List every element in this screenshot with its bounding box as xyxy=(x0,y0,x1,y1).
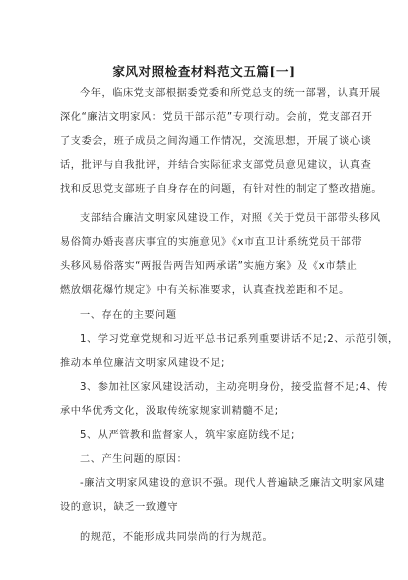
paragraph-line: 设的意识，缺乏一致遵守 xyxy=(60,502,179,513)
document-title: 家风对照检查材料范文五篇[一] xyxy=(112,64,296,79)
paragraph-line: 3、参加社区家风建设活动，主动亮明身份，接受监督不足;4、传 xyxy=(80,382,388,393)
section-heading: 一、存在的主要问题 xyxy=(80,310,177,321)
paragraph-line: 1、学习党章党规和习近平总书记系列重要讲话不足;2、示范引领， xyxy=(80,334,399,345)
paragraph-line: 支部结合廉洁文明家风建设工作，对照《关于党员干部带头移风 xyxy=(80,213,381,224)
paragraph-line: 话，批评与自我批评，并结合实际征求支部党员意见建议，认真查 xyxy=(60,160,372,171)
paragraph-line: 深化“廉洁文明家风：党员干部示范”专项行动。会前，党支部召开 xyxy=(60,112,373,123)
paragraph-line: 推动本单位廉洁文明家风建设不足; xyxy=(60,358,226,369)
section-heading: 二、产生问题的原因： xyxy=(80,454,188,465)
paragraph-line: 找和反思党支部班子自身存在的问题，有针对性的制定了整改措施。 xyxy=(60,184,383,195)
paragraph-line: 易俗简办婚丧喜庆事宜的实施意见》《x市直卫计系统党员干部带 xyxy=(60,237,363,248)
paragraph-line: 今年，临床党支部根据委党委和所党总支的统一部署，认真开展 xyxy=(80,88,381,99)
paragraph-line: 头移风易俗落实“两报告两告知两承诺”实施方案》及《x市禁止 xyxy=(60,261,358,272)
paragraph-line: -廉洁文明家风建设的意识不强。现代人普遍缺乏廉洁文明家风建 xyxy=(80,478,385,489)
paragraph-line: 承中华优秀文化，汲取传统家规家训精髓不足; xyxy=(60,406,279,417)
paragraph-line: 燃放烟花爆竹规定》中有关标准要求，认真查找差距和不足。 xyxy=(60,285,350,296)
paragraph-line: 了支委会，班子成员之间沟通工作情况，交流思想，开展了谈心谈 xyxy=(60,136,372,147)
paragraph-line: 的规范，不能形成共同崇尚的行为规范。 xyxy=(80,532,274,543)
paragraph-line: 5、从严管教和监督家人，筑牢家庭防线不足; xyxy=(80,430,296,441)
